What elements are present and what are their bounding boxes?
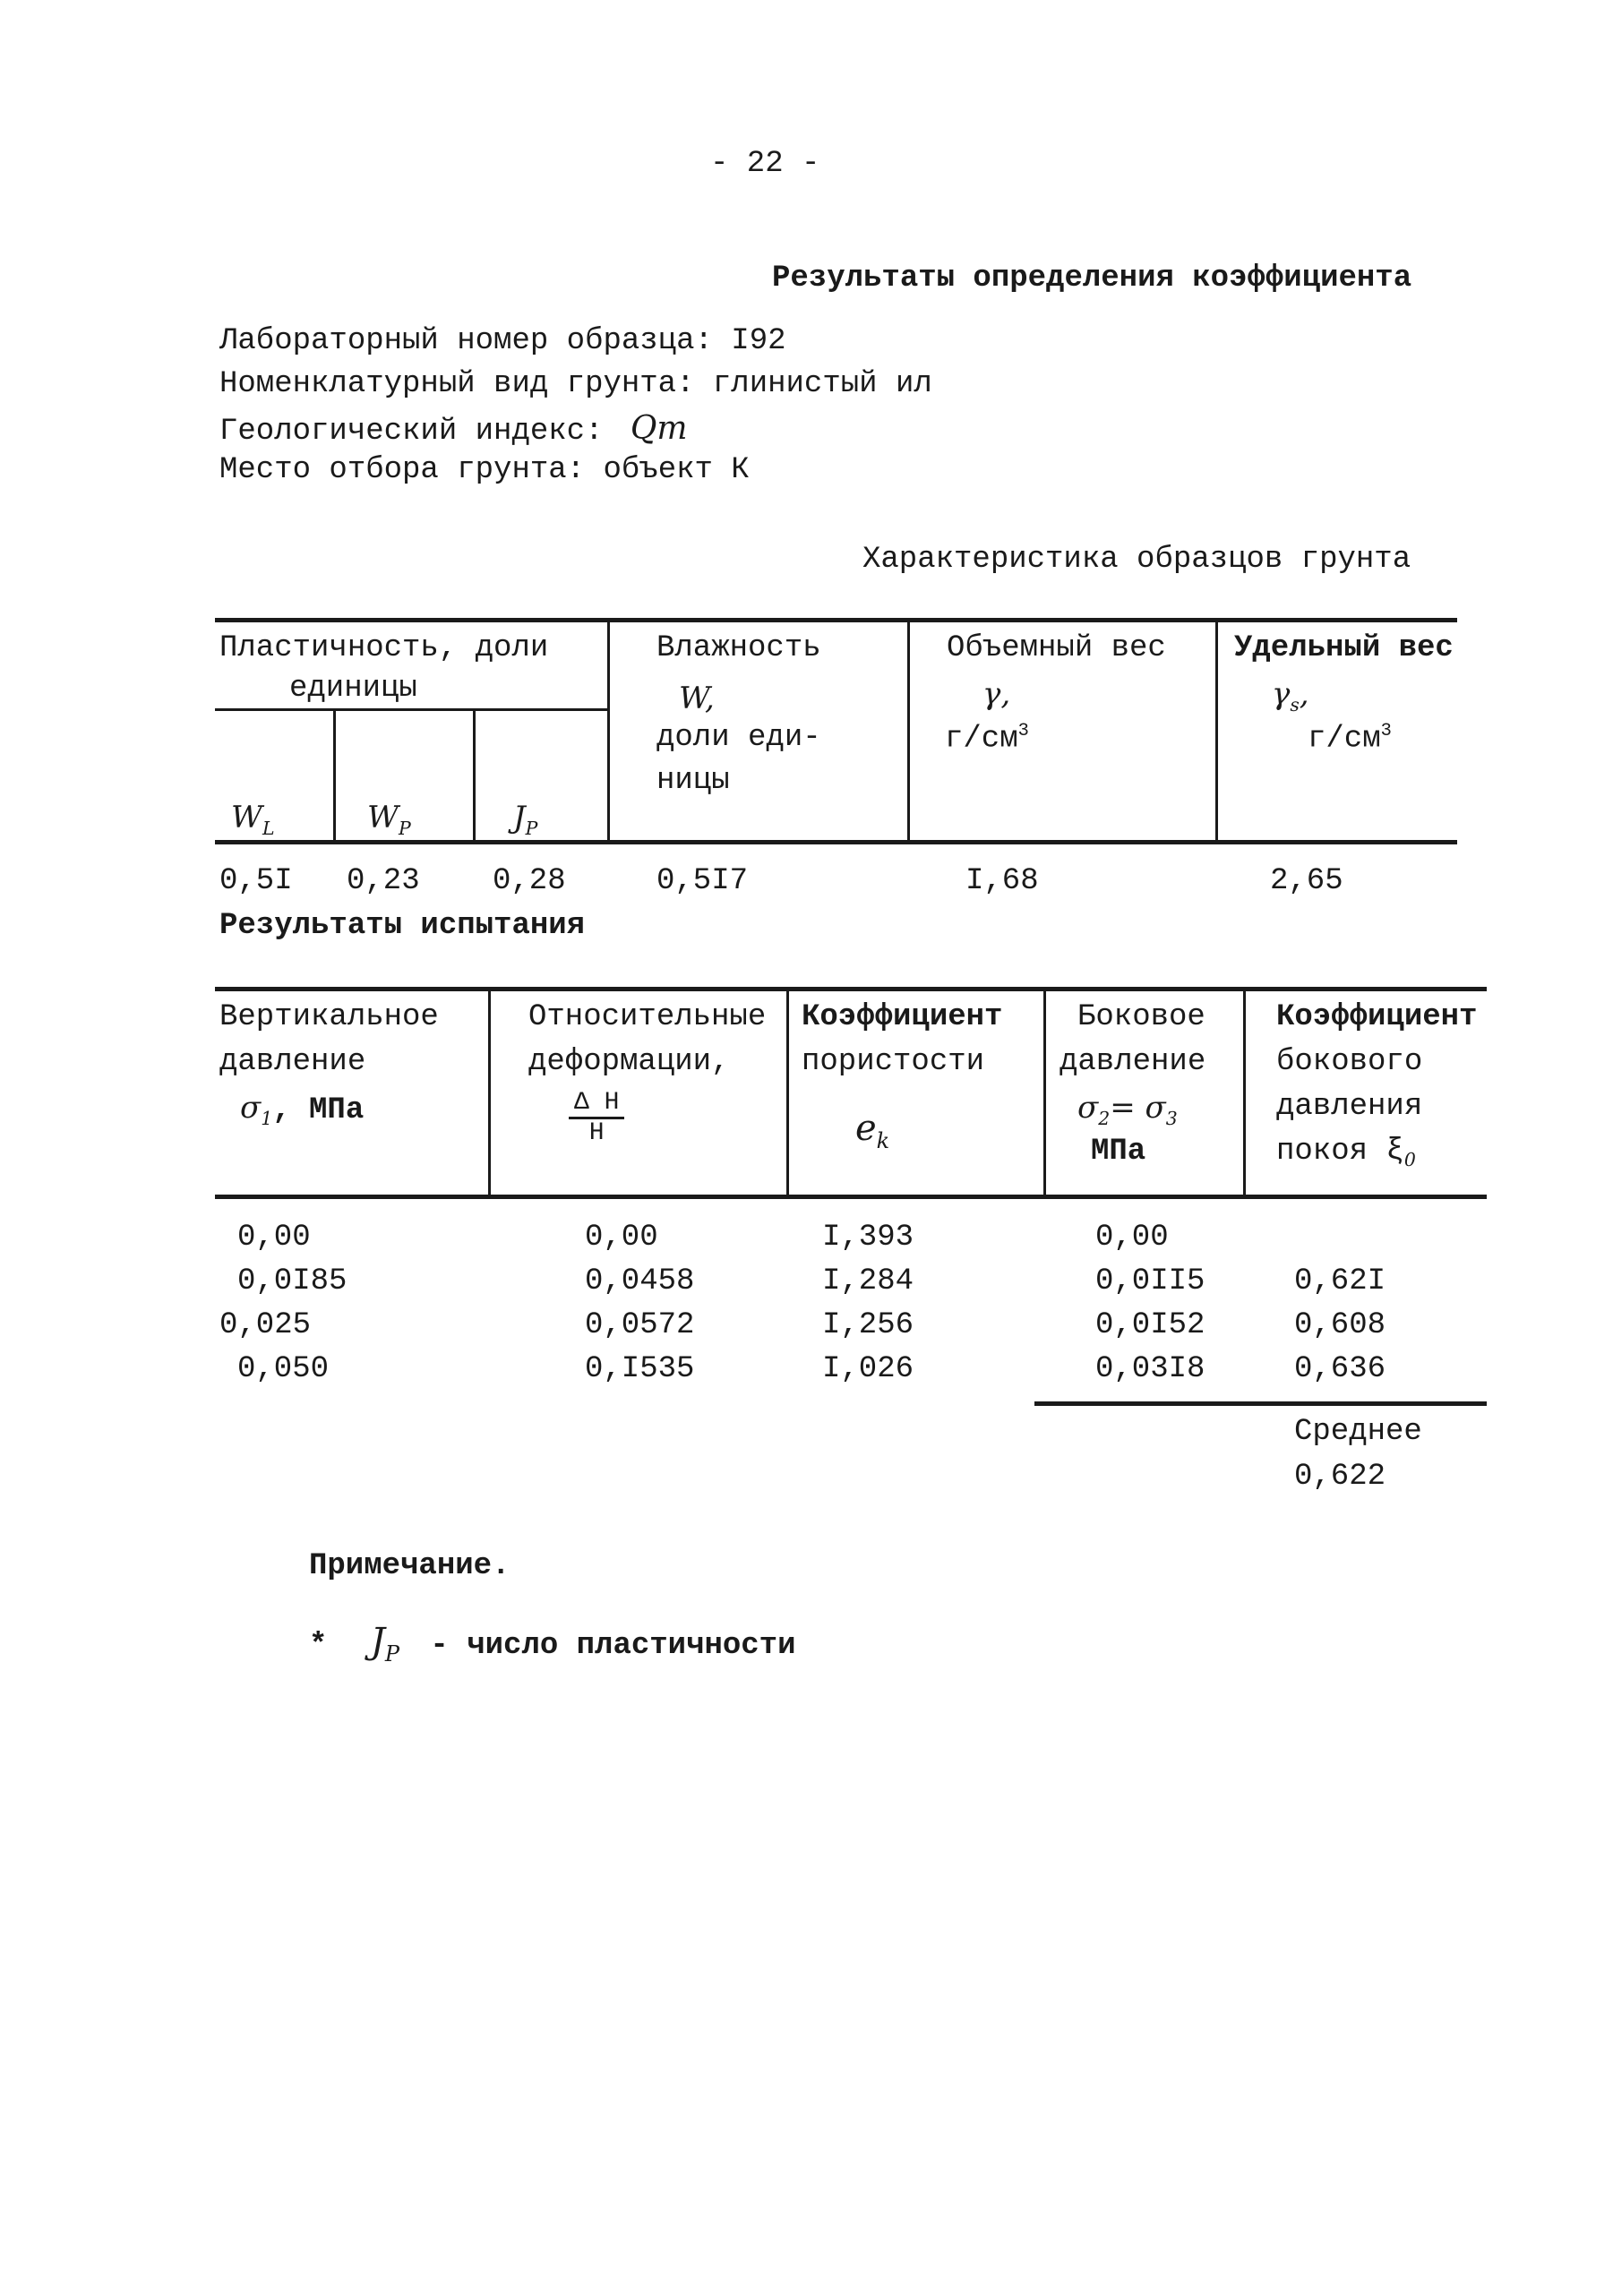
header-porosity-coefficient: Коэффициент xyxy=(802,1000,1003,1034)
average-rule xyxy=(1034,1401,1487,1406)
header-specific-weight: Удельный вес xyxy=(1234,631,1454,665)
cell-lateral-pressure: 0,00 xyxy=(1095,1221,1169,1255)
table2-divider xyxy=(1243,989,1246,1196)
table1-divider xyxy=(473,710,476,842)
header-moisture-symbol: W, xyxy=(679,681,715,716)
header-wl: $W_L$ xyxy=(231,800,275,839)
table2-divider xyxy=(488,989,491,1196)
info-value: I92 xyxy=(731,324,786,358)
cell-lateral-coefficient: 0,62I xyxy=(1294,1264,1386,1298)
header-porosity-symbol: $e_k$ xyxy=(855,1108,890,1153)
info-label: Лабораторный номер образца: xyxy=(219,324,713,358)
info-lab-number xyxy=(219,324,786,358)
cell-vertical-pressure: 0,050 xyxy=(237,1352,330,1386)
table1-top-rule xyxy=(215,618,1457,622)
table1-cell-wl: 0,5I xyxy=(219,864,293,898)
info-label: Геологический индекс: xyxy=(219,415,604,449)
note-line xyxy=(309,1621,796,1666)
info-value: Qm xyxy=(630,410,688,447)
note-title: Примечание. xyxy=(309,1549,510,1583)
header-vertical-pressure-unit: $\sigma_1$, МПа xyxy=(240,1090,365,1129)
cell-deformation: 0,0458 xyxy=(585,1264,695,1298)
table1-cell-moisture: 0,5I7 xyxy=(656,864,749,898)
table1-cell-jp: 0,28 xyxy=(493,864,566,898)
header-wp: $W_P$ xyxy=(367,800,411,839)
info-soil-type xyxy=(219,367,932,401)
cell-deformation: 0,I535 xyxy=(585,1352,695,1386)
header-specific-symbol: $\gamma_s$, xyxy=(1272,676,1309,715)
cell-lateral-pressure: 0,0I52 xyxy=(1095,1308,1205,1342)
table1-cell-specific: 2,65 xyxy=(1270,864,1343,898)
table1-divider xyxy=(333,710,336,842)
page-number: - 22 - xyxy=(710,147,820,181)
cell-lateral-coefficient: 0,636 xyxy=(1294,1352,1386,1386)
header-lateral-pressure-coefficient-2: бокового xyxy=(1276,1045,1423,1079)
header-lateral-pressure-symbol: $\sigma_2= \sigma_3$ xyxy=(1077,1090,1178,1129)
info-location xyxy=(219,453,750,487)
header-lateral-pressure-coefficient-4: покоя $\xi_0$ xyxy=(1276,1135,1416,1170)
header-lateral-pressure-coefficient: Коэффициент xyxy=(1276,1000,1478,1034)
note-marker: * xyxy=(309,1629,328,1663)
table2-divider xyxy=(1043,989,1046,1196)
table2-header-rule xyxy=(215,1195,1487,1199)
fraction-numerator: Δ H xyxy=(569,1089,624,1119)
header-moisture: Влажность xyxy=(656,631,821,665)
header-plasticity-unit: единицы xyxy=(289,672,417,706)
header-lateral-pressure-coefficient-3: давления xyxy=(1276,1090,1423,1124)
header-plasticity: Пластичность, доли xyxy=(219,631,549,665)
table2-divider xyxy=(786,989,789,1196)
table1-cell-wp: 0,23 xyxy=(347,864,420,898)
header-vertical-pressure-2: давление xyxy=(219,1045,366,1079)
note-symbol: $J_P$ xyxy=(370,1621,400,1666)
table1-subheader-rule xyxy=(215,708,609,711)
page-heading: Результаты определения коэффициента xyxy=(772,261,1412,296)
info-value: глинистый ил xyxy=(712,367,932,401)
cell-lateral-pressure: 0,03I8 xyxy=(1095,1352,1205,1386)
table1-divider xyxy=(607,620,610,842)
header-deformation-fraction xyxy=(569,1089,624,1147)
cell-porosity: I,256 xyxy=(822,1308,914,1342)
table1-divider xyxy=(907,620,910,842)
cell-porosity: I,393 xyxy=(822,1221,914,1255)
cell-lateral-coefficient: 0,608 xyxy=(1294,1308,1386,1342)
header-relative-deformation-2: деформации, xyxy=(528,1045,730,1079)
header-lateral-pressure-unit: МПа xyxy=(1091,1135,1146,1169)
table1-caption: Характеристика образцов грунта xyxy=(862,543,1411,577)
cell-vertical-pressure: 0,025 xyxy=(219,1308,312,1342)
header-specific-unit: $г/см^3$ xyxy=(1308,721,1392,757)
table1-divider xyxy=(1215,620,1218,842)
header-moisture-unit: доли еди- xyxy=(656,721,821,755)
header-vertical-pressure: Вертикальное xyxy=(219,1000,439,1034)
header-bulk-unit: $г/см^3$ xyxy=(945,721,1029,757)
note-text: - число пластичности xyxy=(430,1629,796,1663)
header-lateral-pressure: Боковое xyxy=(1077,1000,1205,1034)
cell-porosity: I,284 xyxy=(822,1264,914,1298)
header-jp: $J_P$ xyxy=(513,800,538,839)
header-porosity-coefficient-2: пористости xyxy=(802,1045,985,1079)
table1-cell-bulk: I,68 xyxy=(965,864,1039,898)
info-geo-index xyxy=(219,410,688,449)
info-label: Номенклатурный вид грунта: xyxy=(219,367,695,401)
info-value: объект К xyxy=(603,453,750,487)
table1-header-rule xyxy=(215,840,1457,844)
cell-porosity: I,026 xyxy=(822,1352,914,1386)
cell-lateral-pressure: 0,0II5 xyxy=(1095,1264,1205,1298)
fraction-denominator: H xyxy=(588,1119,605,1147)
header-lateral-pressure-2: давление xyxy=(1060,1045,1206,1079)
results-title: Результаты испытания xyxy=(219,909,586,943)
cell-deformation: 0,0572 xyxy=(585,1308,695,1342)
header-relative-deformation: Относительные xyxy=(528,1000,767,1034)
cell-deformation: 0,00 xyxy=(585,1221,658,1255)
info-label: Место отбора грунта: xyxy=(219,453,586,487)
average-value: 0,622 xyxy=(1294,1460,1386,1494)
header-bulk-weight: Объемный вес xyxy=(947,631,1166,665)
cell-vertical-pressure: 0,0I85 xyxy=(237,1264,347,1298)
header-bulk-symbol: γ, xyxy=(982,676,1011,712)
table2-top-rule xyxy=(215,987,1487,991)
average-label: Среднее xyxy=(1294,1415,1422,1449)
header-moisture-unit2: ницы xyxy=(656,764,730,798)
cell-vertical-pressure: 0,00 xyxy=(237,1221,311,1255)
